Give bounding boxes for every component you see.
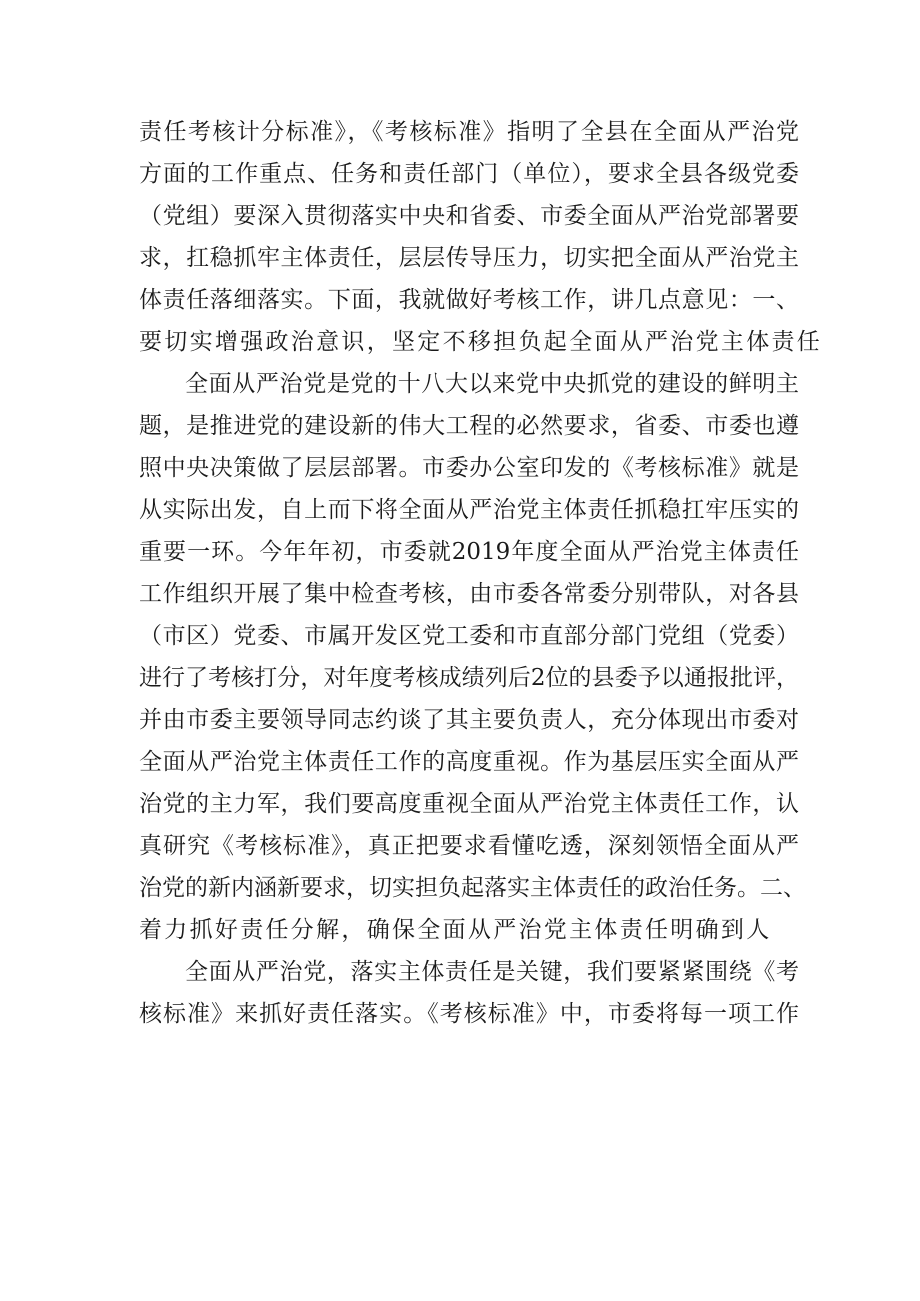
- text-line: 进行了考核打分，对年度考核成绩列后2位的县委予以通报批评，: [139, 665, 799, 691]
- text-line: 真研究《考核标准》，真正把要求看懂吃透，深刻领悟全面从严: [139, 833, 799, 859]
- text-line: 责任考核计分标准》，《考核标准》指明了全县在全面从严治党: [139, 119, 799, 145]
- paragraph-first-line: 全面从严治党，落实主体责任是关键，我们要紧紧围绕《考: [185, 959, 799, 985]
- text-line: 题，是推进党的建设新的伟大工程的必然要求，省委、市委也遵: [139, 413, 799, 439]
- text-line: 全面从严治党主体责任工作的高度重视。作为基层压实全面从严: [139, 749, 799, 775]
- text-line: 核标准》来抓好责任落实。《考核标准》中，市委将每一项工作: [139, 1001, 799, 1027]
- section-heading-line: 要切实增强政治意识，坚定不移担负起全面从严治党主体责任: [139, 329, 823, 355]
- text-line: 并由市委主要领导同志约谈了其主要负责人，充分体现出市委对: [139, 707, 799, 733]
- text-line: 重要一环。今年年初，市委就2019年度全面从严治党主体责任: [139, 539, 799, 565]
- text-line: 方面的工作重点、任务和责任部门（单位），要求全县各级党委: [139, 161, 799, 187]
- text-line: 体责任落细落实。下面，我就做好考核工作，讲几点意见：一、: [139, 287, 799, 313]
- text-line: （党组）要深入贯彻落实中央和省委、市委全面从严治党部署要: [139, 203, 799, 229]
- body-text: [139, 111, 823, 1035]
- text-line: （市区）党委、市属开发区党工委和市直部分部门党组（党委）: [139, 623, 799, 649]
- text-line: 工作组织开展了集中检查考核，由市委各常委分别带队，对各县: [139, 581, 799, 607]
- text-line: 求，扛稳抓牢主体责任，层层传导压力，切实把全面从严治党主: [139, 245, 799, 271]
- text-line: 治党的新内涵新要求，切实担负起落实主体责任的政治任务。二、: [139, 875, 806, 901]
- text-line: 照中央决策做了层层部署。市委办公室印发的《考核标准》就是: [139, 455, 799, 481]
- text-line: 从实际出发，自上而下将全面从严治党主体责任抓稳扛牢压实的: [139, 497, 799, 523]
- paragraph-first-line: 全面从严治党是党的十八大以来党中央抓党的建设的鲜明主: [185, 371, 799, 397]
- section-heading-line: 着力抓好责任分解，确保全面从严治党主体责任明确到人: [139, 917, 772, 943]
- text-line: 治党的主力军，我们要高度重视全面从严治党主体责任工作，认: [139, 791, 799, 817]
